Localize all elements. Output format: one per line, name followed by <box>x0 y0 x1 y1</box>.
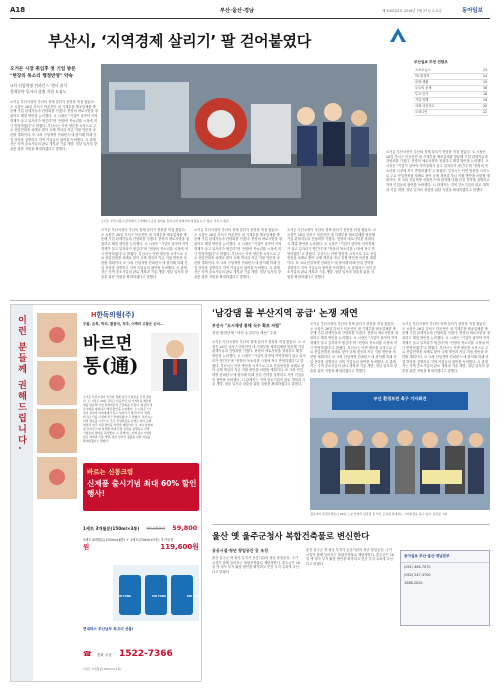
third-body-col2: 울산 울주군 옛 청사 부지가 공공기관과 청년 창업공간, 주거 시설이 함께 들어서는 복합건축물로 재탄생한다. 울주군은 26일 옛 청사 부지 활용 방안을 확정하고 민간 투자 유치에 나선다고 밝혔다. <box>306 548 394 567</box>
masthead-logo: 동아일보 <box>462 8 483 14</box>
page-number: A18 <box>10 6 26 14</box>
header-rule <box>10 18 490 19</box>
product-note: 연대파스 부산남부 최고의 선물! <box>83 627 134 631</box>
lead-line: 경제분야 일자리 창출 지원 요청도 <box>10 89 67 94</box>
ad-panel[interactable] <box>10 304 202 682</box>
ad-body-images <box>35 311 79 501</box>
product-images <box>83 563 199 623</box>
price-discount: 59,800원 <box>83 524 198 551</box>
second-sub: 부산시 "도시재생 통해 식수 확보 자립" <box>212 323 282 328</box>
main-headline: 부산시, ‘지역경제 살리기’ 팔 걷어붙였다 <box>48 32 311 50</box>
phone-icon: ☎ <box>83 650 92 658</box>
sidebar-body-text: 오거돈 부산시장이 부산의 경제 살리기 현장을 직접 찾았다. 오 시장은 26일 강서구 미음산단 내 기계부품 제조업체를 방문해 기업 관계자들과 간담회를 가졌다. 현장의 애로사항을 청취하고 해결 방안을 논의했다. 오 시장은 "기업이 살아야 지역경제가 살고 일자리가 생긴다"며 "현장의 목소리를 시정에 적극 반영하겠다"고 밝혔다. 부산시는 이번 방문을 시작으로 주요 산업현장을 차례로 찾아 규제 개선과 자금 지원 방안을 마련할 계획이다. 또 '3차 산업혁명 컨퍼런스'에 참석해 미래 산업 전략을 설명하고 지역 기업들의 참여를 독려했다. 시 관계자는 지역 중소기업의 판로 개척과 기술 개발, 청년 일자리 창출을 위한 지원을 확대하겠다고 말했다. <box>386 150 490 192</box>
list-item[interactable]: 사회·사건사고 20 <box>415 104 487 108</box>
ad-vertical-text: 이런 분들께 권해드립니다. <box>16 315 26 452</box>
index-list <box>414 68 488 116</box>
list-item[interactable]: 오늘의 운세 16 <box>415 86 487 90</box>
ad-footer-note: 1세트 3개월분(150ml×3통) <box>83 667 122 671</box>
third-sub: 공공시설·청년 창업공간 등 조성 <box>212 548 268 553</box>
third-headline: 울산 옛 울주군청사 복합건축물로 변신한다 <box>212 531 370 541</box>
section-divider <box>212 524 490 525</box>
brand-h-icon: H <box>91 311 97 319</box>
list-item[interactable]: 스포츠뉴스 13 <box>415 68 487 72</box>
page-header <box>10 6 490 18</box>
list-item[interactable]: TV 편성표 14 <box>415 74 487 78</box>
factory-scene-image <box>101 64 377 216</box>
photo-caption: 오거돈 부산시장(오른쪽에서 두번째)이 공장 설비를 둘러보며 관계자의 설명을 듣고 있다. 부산시 제공 <box>101 219 229 223</box>
info-title: 동아일보 부산·울산·경남본부 <box>401 551 489 563</box>
ad-slogan-big2: 통(通) <box>83 355 139 377</box>
lead-line: 오거돈 시장 취임후 첫 기업 방문 <box>10 67 76 72</box>
price-discount: 119,600원 <box>160 543 199 551</box>
info-line: (052) 247-3700 <box>404 573 431 577</box>
ad-body-text: 오거돈 부산시장이 부산의 경제 살리기 현장을 직접 찾았다. 오 시장은 26일 강서구 미음산단 내 기계부품 제조업체를 방문해 기업 관계자들과 간담회를 가졌다. 현장의 애로사항을 청취하고 해결 방안을 논의했다. 오 시장은 "기업이 살아야 지역경제가 살고 일자리가 생긴다"며 "현장의 목소리를 시정에 적극 반영하겠다"고 밝혔다. 부산시는 이번 방문을 시작으로 주요 산업현장을 차례로 찾아 규제 개선과 자금 지원 방안을 마련할 계획이다. 또 '3차 산업혁명 컨퍼런스'에 참석해 미래 산업 전략을 설명하고 지역 기업들의 참여를 독려했다. 시 관계자는 지역 중소기업의 판로 개척과 기술 개발, 청년 일자리 창출을 위한 지원을 확대하겠다고 말했다. <box>83 395 153 443</box>
ad-promo-box <box>83 463 199 511</box>
ad-slogan-big: 바르면 <box>83 334 133 354</box>
second-headline: '남강댐 물 부산지역 공급' 논쟁 재연 <box>212 308 358 319</box>
press-photo-caption: 경남지역 환경단체들이 26일 도청 앞에서 남강댐 물 부산 공급에 반대하는 기자회견을 하고 있다. 김민준 기자 <box>310 512 448 516</box>
product-labels: SIN TONG SIN TONG SIN TONG <box>117 595 201 598</box>
price-label: 1세트 3개월분(150ml×3통) <box>83 526 140 531</box>
price-original: 99,000원 <box>146 526 166 531</box>
sidebar-logo-icon <box>386 26 410 44</box>
list-item[interactable]: 오피니언 22 <box>415 110 487 114</box>
section-divider <box>10 300 490 301</box>
second-sub2: 경남 환경단체 "하천 수질부터 개선" 주장 <box>212 331 277 335</box>
list-item[interactable]: 부고·인사 18 <box>415 92 487 96</box>
logo-mark-icon <box>386 26 410 44</box>
ad-tagline: 무릎, 손목, 허리, 팔꿈치, 척추, 어깨의 고통은 순식... <box>83 322 164 326</box>
contact-label: 전화 주문 <box>96 653 112 657</box>
lead-block <box>10 66 98 95</box>
main-article-body-col1: 오거돈 부산시장이 부산의 경제 살리기 현장을 직접 찾았다. 오 시장은 26일 강서구 미음산단 내 기계부품 제조업체를 방문해 기업 관계자들과 간담회를 가졌다. 현장의 애로사항을 청취하고 해결 방안을 논의했다. 오 시장은 "기업이 살아야 지역경제가 살고 일자리가 생긴다"며 "현장의 목소리를 시정에 적극 반영하겠다"고 밝혔다. 부산시는 이번 방문을 시작으로 주요 산업현장을 차례로 찾아 규제 개선과 자금 지원 방안을 마련할 계획이다. 또 '3차 산업혁명 컨퍼런스'에 참석해 미래 산업 전략을 설명하고 지역 기업들의 참여를 독려했다. 시 관계자는 지역 중소기업의 판로 개척과 기술 개발, 청년 일자리 창출을 위한 지원을 확대하겠다고 말했다. <box>10 100 98 152</box>
third-body-col1: 울산 울주군 옛 청사 부지가 공공기관과 청년 창업공간, 주거 시설이 함께 들어서는 복합건축물로 재탄생한다. 울주군은 26일 옛 청사 부지 활용 방안을 확정하고 민간 투자 유치에 나선다고 밝혔다. <box>212 556 300 575</box>
section-label: 부산·울산·경남 <box>220 8 255 14</box>
date-line: 제 100123호 2016년 7월 27일 수요일 <box>382 9 442 13</box>
sidebar-index <box>386 24 490 146</box>
info-line: 1588-2020 <box>404 581 423 585</box>
product-tubes-image <box>83 563 199 623</box>
ad-brand: H한독의원(주) <box>91 311 135 319</box>
list-item[interactable]: 문화·생활 15 <box>415 80 487 84</box>
second-body-col2: 오거돈 부산시장이 부산의 경제 살리기 현장을 직접 찾았다. 오 시장은 26일 강서구 미음산단 내 기계부품 제조업체를 방문해 기업 관계자들과 간담회를 가졌다. 현장의 애로사항을 청취하고 해결 방안을 논의했다. 오 시장은 "기업이 살아야 지역경제가 살고 일자리가 생긴다"며 "현장의 목소리를 시정에 적극 반영하겠다"고 밝혔다. 부산시는 이번 방문을 시작으로 주요 산업현장을 차례로 찾아 규제 개선과 자금 지원 방안을 마련할 계획이다. 또 '3차 산업혁명 컨퍼런스'에 참석해 미래 산업 전략을 설명하고 지역 기업들의 참여를 독려했다. 시 관계자는 지역 중소기업의 판로 개척과 기술 개발, 청년 일자리 창출을 위한 지원을 확대하겠다고 말했다. <box>310 322 398 374</box>
price-row-2 <box>83 537 199 552</box>
promo-title: 바르는 신통크림 <box>87 468 134 476</box>
main-article-body-col2: 오거돈 부산시장이 부산의 경제 살리기 현장을 직접 찾았다. 오 시장은 26일 강서구 미음산단 내 기계부품 제조업체를 방문해 기업 관계자들과 간담회를 가졌다. 현장의 애로사항을 청취하고 해결 방안을 논의했다. 오 시장은 "기업이 살아야 지역경제가 살고 일자리가 생긴다"며 "현장의 목소리를 시정에 적극 반영하겠다"고 밝혔다. 부산시는 이번 방문을 시작으로 주요 산업현장을 차례로 찾아 규제 개선과 자금 지원 방안을 마련할 계획이다. 또 '3차 산업혁명 컨퍼런스'에 참석해 미래 산업 전략을 설명하고 지역 기업들의 참여를 독려했다. 시 관계자는 지역 중소기업의 판로 개척과 기술 개발, 청년 일자리 창출을 위한 지원을 확대하겠다고 말했다. <box>101 228 189 280</box>
second-body-col1: 오거돈 부산시장이 부산의 경제 살리기 현장을 직접 찾았다. 오 시장은 26일 강서구 미음산단 내 기계부품 제조업체를 방문해 기업 관계자들과 간담회를 가졌다. 현장의 애로사항을 청취하고 해결 방안을 논의했다. 오 시장은 "기업이 살아야 지역경제가 살고 일자리가 생긴다"며 "현장의 목소리를 시정에 적극 반영하겠다"고 밝혔다. 부산시는 이번 방문을 시작으로 주요 산업현장을 차례로 찾아 규제 개선과 자금 지원 방안을 마련할 계획이다. 또 '3차 산업혁명 컨퍼런스'에 참석해 미래 산업 전략을 설명하고 지역 기업들의 참여를 독려했다. 시 관계자는 지역 중소기업의 판로 개척과 기술 개발, 청년 일자리 창출을 위한 지원을 확대하겠다고 말했다. <box>212 340 306 387</box>
promo-sub: 신제품 출시기념 최대 60% 할인행사! <box>87 479 197 498</box>
main-article-body-col3: 오거돈 부산시장이 부산의 경제 살리기 현장을 직접 찾았다. 오 시장은 26일 강서구 미음산단 내 기계부품 제조업체를 방문해 기업 관계자들과 간담회를 가졌다. 현장의 애로사항을 청취하고 해결 방안을 논의했다. 오 시장은 "기업이 살아야 지역경제가 살고 일자리가 생긴다"며 "현장의 목소리를 시정에 적극 반영하겠다"고 밝혔다. 부산시는 이번 방문을 시작으로 주요 산업현장을 차례로 찾아 규제 개선과 자금 지원 방안을 마련할 계획이다. 또 '3차 산업혁명 컨퍼런스'에 참석해 미래 산업 전략을 설명하고 지역 기업들의 참여를 독려했다. 시 관계자는 지역 중소기업의 판로 개척과 기술 개발, 청년 일자리 창출을 위한 지원을 확대하겠다고 말했다. <box>194 228 282 280</box>
second-body-col3: 오거돈 부산시장이 부산의 경제 살리기 현장을 직접 찾았다. 오 시장은 26일 강서구 미음산단 내 기계부품 제조업체를 방문해 기업 관계자들과 간담회를 가졌다. 현장의 애로사항을 청취하고 해결 방안을 논의했다. 오 시장은 "기업이 살아야 지역경제가 살고 일자리가 생긴다"며 "현장의 목소리를 시정에 적극 반영하겠다"고 밝혔다. 부산시는 이번 방문을 시작으로 주요 산업현장을 차례로 찾아 규제 개선과 자금 지원 방안을 마련할 계획이다. 또 '3차 산업혁명 컨퍼런스'에 참석해 미래 산업 전략을 설명하고 지역 기업들의 참여를 독려했다. 시 관계자는 지역 중소기업의 판로 개척과 기술 개발, 청년 일자리 창출을 위한 지원을 확대하겠다고 말했다. <box>402 322 490 374</box>
press-banner-text: 부산 환경보전 촉구 기자회견 <box>373 396 427 401</box>
lead-line: "현장의 목소리 행정반영" 약속 <box>10 74 73 79</box>
lead-line: '3차 산업혁명 컨퍼런스' 행사 참석 <box>10 83 68 88</box>
body-pain-images <box>35 311 79 501</box>
info-box <box>400 550 490 626</box>
list-item[interactable]: 기업·경제 19 <box>415 98 487 102</box>
doctor-portrait-image <box>151 333 199 391</box>
hotline-number: 1522-7366 <box>118 649 173 659</box>
ad-vertical-strip <box>11 305 33 681</box>
ad-contact[interactable] <box>83 641 199 663</box>
price-label: 3세트 6개월분(150ml×6통) + 1세트(150ml×3통) 추가증정 <box>83 538 174 542</box>
ad-doctor-photo <box>151 333 199 391</box>
sidebar-index-title: 부산일보 추천 컨텐츠 <box>414 60 448 64</box>
press-photo <box>310 378 490 510</box>
info-line: (051) 464-7070 <box>404 565 431 569</box>
main-article-body-col4: 오거돈 부산시장이 부산의 경제 살리기 현장을 직접 찾았다. 오 시장은 26일 강서구 미음산단 내 기계부품 제조업체를 방문해 기업 관계자들과 간담회를 가졌다. 현장의 애로사항을 청취하고 해결 방안을 논의했다. 오 시장은 "기업이 살아야 지역경제가 살고 일자리가 생긴다"며 "현장의 목소리를 시정에 적극 반영하겠다"고 밝혔다. 부산시는 이번 방문을 시작으로 주요 산업현장을 차례로 찾아 규제 개선과 자금 지원 방안을 마련할 계획이다. 또 '3차 산업혁명 컨퍼런스'에 참석해 미래 산업 전략을 설명하고 지역 기업들의 참여를 독려했다. 시 관계자는 지역 중소기업의 판로 개척과 기술 개발, 청년 일자리 창출을 위한 지원을 확대하겠다고 말했다. <box>287 228 377 280</box>
main-photo <box>101 64 377 216</box>
